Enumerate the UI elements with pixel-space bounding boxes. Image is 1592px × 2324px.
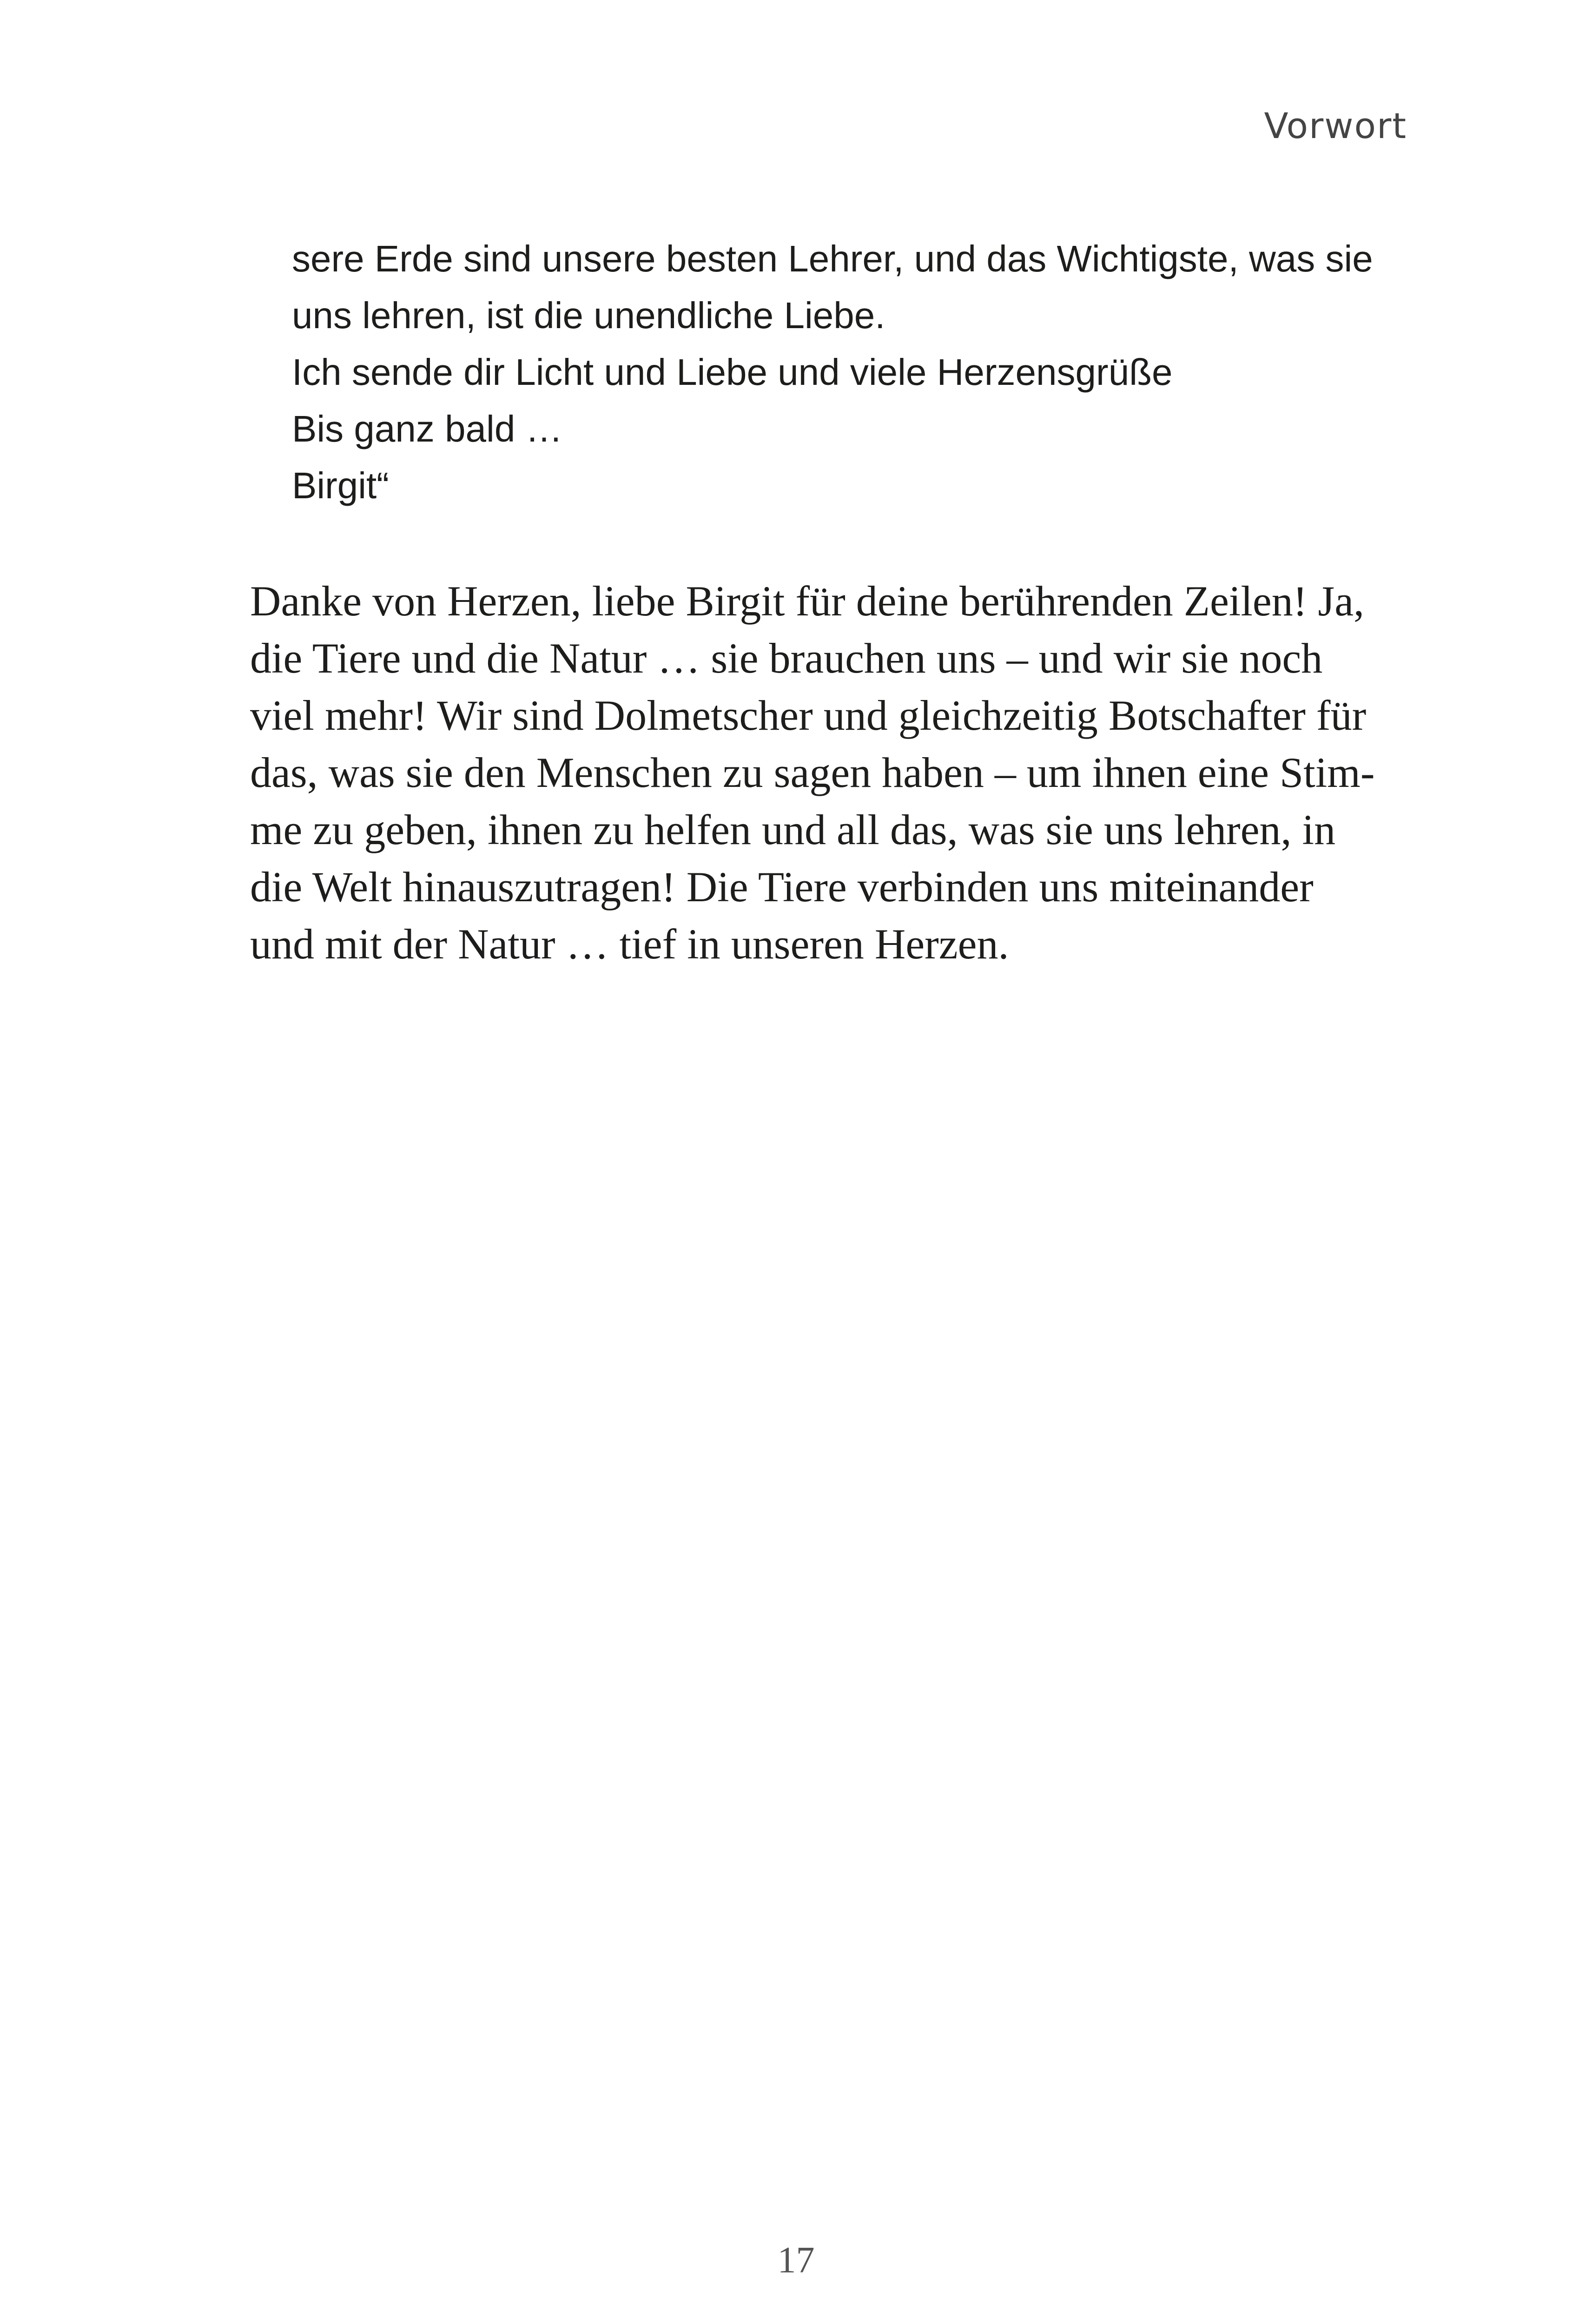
paragraph-line: Danke von Herzen, liebe Birgit für deine berührenden Zeilen! Ja, bbox=[250, 577, 1365, 625]
letter-line: Birgit“ bbox=[292, 465, 389, 506]
paragraph-line: me zu geben, ihnen zu helfen und all das, was sie uns lehren, in bbox=[250, 806, 1336, 853]
letter-line: sere Erde sind unsere besten Lehrer, und das Wichtigste, was sie bbox=[292, 238, 1373, 279]
letter-line: uns lehren, ist die unendliche Liebe. bbox=[292, 295, 885, 336]
paragraph-line: das, was sie den Menschen zu sagen haben – um ihnen eine Stim- bbox=[250, 749, 1375, 796]
page-number: 17 bbox=[777, 2240, 815, 2281]
paragraph-line: viel mehr! Wir sind Dolmetscher und gleichzeitig Botschafter für bbox=[250, 692, 1367, 739]
letter-line: Bis ganz bald … bbox=[292, 408, 563, 449]
running-head: Vorwort bbox=[1264, 105, 1407, 146]
paragraph-line: die Tiere und die Natur … sie brauchen uns – und wir sie noch bbox=[250, 634, 1323, 682]
letter-quote bbox=[292, 231, 1373, 514]
body-paragraph bbox=[250, 573, 1375, 973]
paragraph-line: die Welt hinauszutragen! Die Tiere verbinden uns miteinander bbox=[250, 863, 1314, 911]
paragraph-line: und mit der Natur … tief in unseren Herzen. bbox=[250, 920, 1009, 968]
letter-line: Ich sende dir Licht und Liebe und viele Herzensgrüße bbox=[292, 351, 1173, 393]
